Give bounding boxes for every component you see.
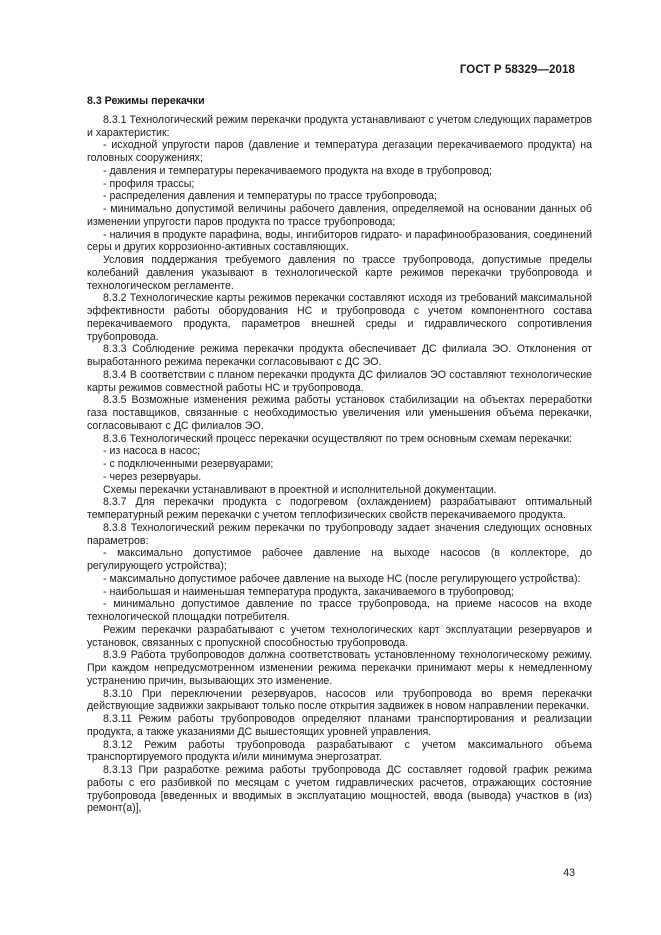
- paragraph: Условия поддержания требуемого давления по трассе трубопровода, допустимые пределы колебаний давления указывают в технологической карте режимов перекачки трубопровода и технологическом регламенте.: [87, 254, 592, 292]
- paragraph: 8.3.8 Технологический режим перекачки по трубопроводу задает значения следующих основных параметров:: [87, 521, 592, 547]
- paragraph: - с подключенными резервуарами;: [103, 458, 274, 470]
- paragraph: - давления и температуры перекачиваемого продукта на входе в трубопровод;: [103, 164, 492, 177]
- paragraph: - максимально допустимое рабочее давление на выходе НС (после регулирующего устройства):: [103, 572, 581, 585]
- paragraph: 8.3.9 Работа трубопроводов должна соответствовать установленному технологическому режиму. При каждом непредусмотренном изменении режима перекачки принимают меры к немедленному устранению причин, вызывающих это изменение.: [87, 649, 592, 687]
- paragraph: - наличия в продукте парафина, воды, ингибиторов гидрато- и парафинообразования, соединений серы и других коррозионно-активных составляющих.: [87, 228, 592, 254]
- paragraph: - минимально допустимое давление по трассе трубопровода, на приеме насосов на входе технологической площадки потребителя.: [87, 598, 592, 623]
- paragraph: Режим перекачки разрабатывают с учетом технологических карт эксплуатации резервуаров и установок, связанных с пропускной способностью трубопровода.: [87, 623, 592, 649]
- paragraph: 8.3.2 Технологические карты режимов перекачки составляют исходя из требований максимальной эффективности работы оборудования НС и трубопровода с учетом компонентного состава перекачиваемого продукта, параметров внешней среды и гидравлического сопротивления трубопровода.: [87, 292, 592, 343]
- section-title: 8.3 Режимы перекачки: [87, 95, 205, 107]
- paragraph: - исходной упругости паров (давление и температура дегазации перекачиваемого продукта) на головных сооружениях;: [87, 139, 592, 164]
- paragraph: 8.3.7 Для перекачки продукта с подогревом (охлаждением) разрабатывают оптимальный температурный режим перекачки с учетом теплофизических свойств перекачиваемого продукта.: [87, 496, 592, 521]
- paragraph: - профиля трассы;: [103, 177, 195, 190]
- standard-header: ГОСТ Р 58329—2018: [459, 64, 575, 76]
- paragraph: 8.3.13 При разработке режима работы трубопровода ДС составляет годовой график режима работы с его разбивкой по месяцам с учетом гидравлических расчетов, отражающих состояние трубопровода [введенных и вводимых в эксплуатацию мощностей, ввода (вывода) участков в (из) ремонт(а)],: [87, 764, 592, 815]
- paragraph-list: [87, 114, 592, 815]
- paragraph: 8.3.3 Соблюдение режима перекачки продукта обеспечивает ДС филиала ЭО. Отклонения от выработанного режима перекачки согласовывают с ДС ЭО.: [87, 343, 592, 368]
- paragraph: 8.3.4 В соответствии с планом перекачки продукта ДС филиалов ЭО составляют технологические карты режимов совместной работы НС и трубопровода.: [87, 368, 592, 394]
- paragraph: 8.3.6 Технологический процесс перекачки осуществляют по трем основным схемам перекачки:: [103, 432, 573, 445]
- paragraph: 8.3.10 При переключении резервуаров, насосов или трубопровода во время перекачки действующие задвижки закрывают только после открытия задвижек в новом направлении перекачки.: [87, 687, 592, 713]
- paragraph: - минимально допустимой величины рабочего давления, определяемой на основании данных об изменении упругости паров продукта по трассе трубопровода;: [87, 203, 592, 228]
- paragraph: - через резервуары.: [103, 470, 202, 483]
- paragraph: Схемы перекачки устанавливают в проектной и исполнительной документации.: [103, 483, 497, 496]
- paragraph: 8.3.5 Возможные изменения режима работы установок стабилизации на объектах переработки газа поставщиков, связанные с необходимостью увеличения или уменьшения объема перекачки, согласовывают с ДС филиалов ЭО.: [87, 394, 592, 432]
- paragraph: - наибольшая и наименьшая температура продукта, закачиваемого в трубопровод;: [103, 585, 514, 598]
- paragraph: - максимально допустимое рабочее давление на выходе насосов (в коллекторе, до регулирующего устройства);: [87, 547, 592, 572]
- paragraph: 8.3.1 Технологический режим перекачки продукта устанавливают с учетом следующих параметров и характеристик:: [87, 113, 592, 139]
- paragraph: - из насоса в насос;: [103, 445, 201, 458]
- page-number: 43: [563, 867, 575, 879]
- paragraph: 8.3.12 Режим работы трубопровода разрабатывают с учетом максимального объема транспортируемого продукта и/или минимума энергозатрат.: [87, 738, 592, 764]
- paragraph: - распределения давления и температуры по трассе трубопровода;: [103, 190, 437, 203]
- document-body: [87, 95, 592, 815]
- paragraph: 8.3.11 Режим работы трубопроводов определяют планами транспортирования и реализации продукта, а также указаниями ДС вышестоящих уровней управления.: [87, 713, 592, 738]
